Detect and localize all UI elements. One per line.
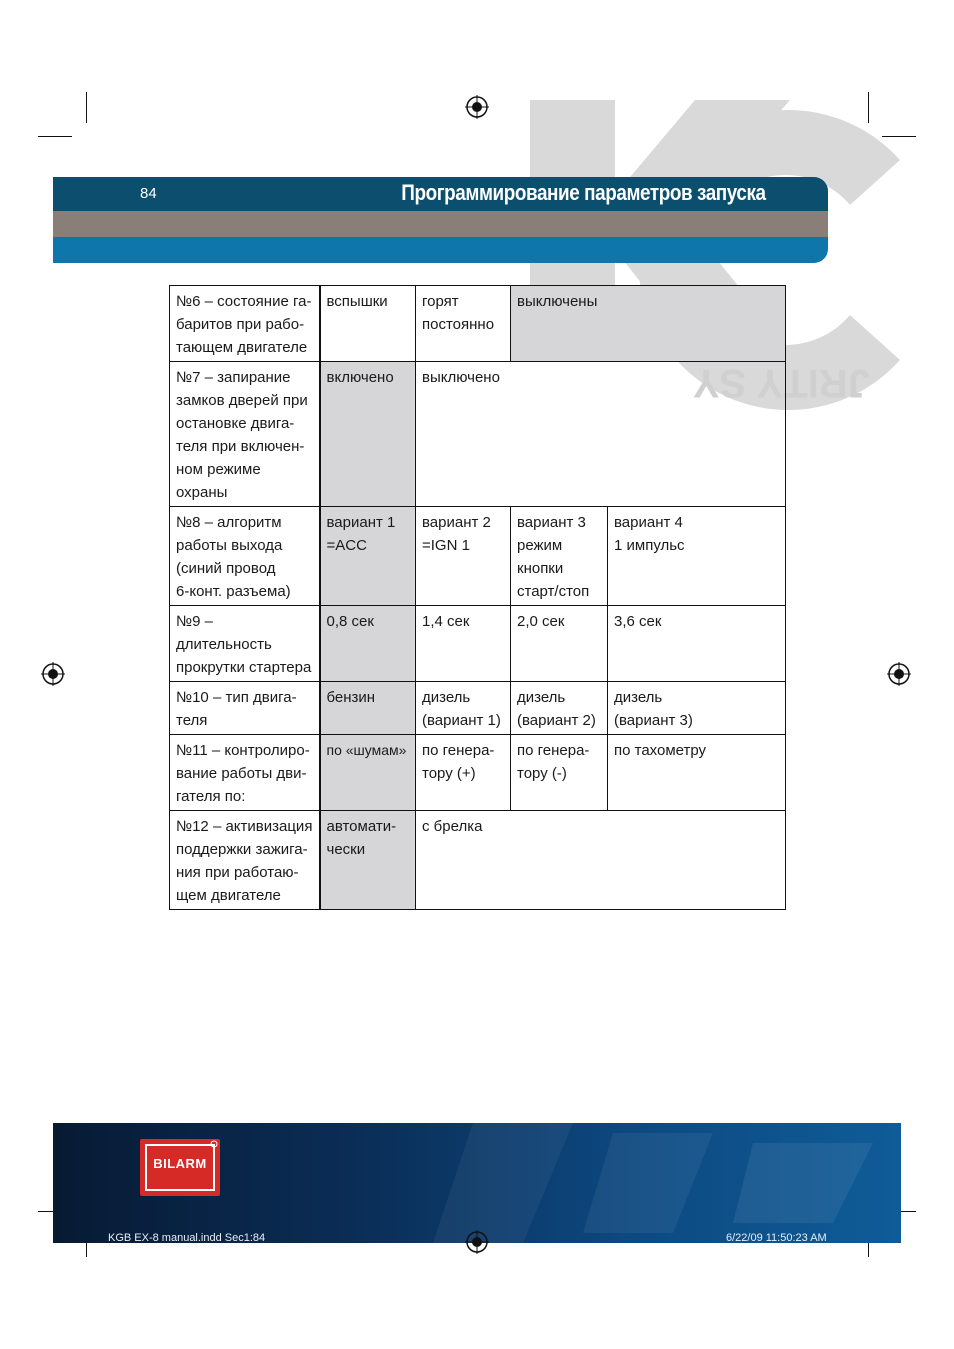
- table-row: [170, 811, 786, 910]
- option-cell: 1,4 сек: [416, 606, 511, 682]
- option-cell-default: вариант 1 =ACC: [320, 507, 416, 606]
- param-label: №7 – запирание замков дверей при остановке двига- теля при включен- ном режиме охраны: [170, 362, 320, 507]
- header-band-middle: [53, 211, 828, 237]
- option-cell-default: бензин: [320, 682, 416, 735]
- option-cell: выключено: [416, 362, 786, 507]
- option-cell: 2,0 сек: [511, 606, 608, 682]
- param-label: №6 – состояние га- баритов при рабо- тающем двигателе: [170, 286, 320, 362]
- option-cell-default: по «шумам»: [320, 735, 416, 811]
- registration-mark-icon: [41, 662, 65, 686]
- param-label: №9 – длительность прокрутки стартера: [170, 606, 320, 682]
- param-label: №10 – тип двига- теля: [170, 682, 320, 735]
- option-cell: дизель (вариант 3): [608, 682, 786, 735]
- logo-text: BILARM: [153, 1156, 207, 1171]
- registration-mark-icon: [465, 95, 489, 119]
- table-row: [170, 286, 786, 362]
- option-cell: вариант 3 режим кнопки старт/стоп: [511, 507, 608, 606]
- table-row: [170, 606, 786, 682]
- option-cell: вспышки: [320, 286, 416, 362]
- option-cell-default: выключены: [511, 286, 786, 362]
- registration-mark-icon: [465, 1230, 489, 1254]
- option-cell-default: включено: [320, 362, 416, 507]
- param-label: №12 – активизация поддержки зажига- ния при работаю- щем двигателе: [170, 811, 320, 910]
- page-title: Программирование параметров запуска: [401, 180, 766, 205]
- option-cell: 3,6 сек: [608, 606, 786, 682]
- table-row: [170, 682, 786, 735]
- option-cell-default: автомати- чески: [320, 811, 416, 910]
- option-cell: по генера- тору (-): [511, 735, 608, 811]
- option-cell: горят постоянно: [416, 286, 511, 362]
- option-cell: с брелка: [416, 811, 786, 910]
- watermark-text: JRITY SY: [692, 361, 870, 405]
- option-cell: вариант 4 1 импульс: [608, 507, 786, 606]
- table-row: [170, 735, 786, 811]
- option-cell-default: 0,8 сек: [320, 606, 416, 682]
- param-label: №11 – контролиро- вание работы дви- гателя по:: [170, 735, 320, 811]
- option-cell: по генера- тору (+): [416, 735, 511, 811]
- registration-mark-icon: [887, 662, 911, 686]
- page-number: 84: [140, 185, 157, 202]
- header-band-bottom: [53, 237, 828, 263]
- param-label: №8 – алгоритм работы выхода (синий провод 6-конт. разъема): [170, 507, 320, 606]
- parameters-table: [169, 285, 786, 910]
- table-row: [170, 507, 786, 606]
- table-row: [170, 362, 786, 507]
- option-cell: вариант 2 =IGN 1: [416, 507, 511, 606]
- bilarm-logo: [140, 1139, 220, 1196]
- option-cell: дизель (вариант 2): [511, 682, 608, 735]
- option-cell: по тахометру: [608, 735, 786, 811]
- option-cell: дизель (вариант 1): [416, 682, 511, 735]
- crop-mark: [38, 136, 72, 137]
- date-slug: 6/22/09 11:50:23 AM: [726, 1232, 827, 1244]
- file-slug: KGB EX-8 manual.indd Sec1:84: [108, 1232, 266, 1244]
- crop-mark: [86, 92, 87, 123]
